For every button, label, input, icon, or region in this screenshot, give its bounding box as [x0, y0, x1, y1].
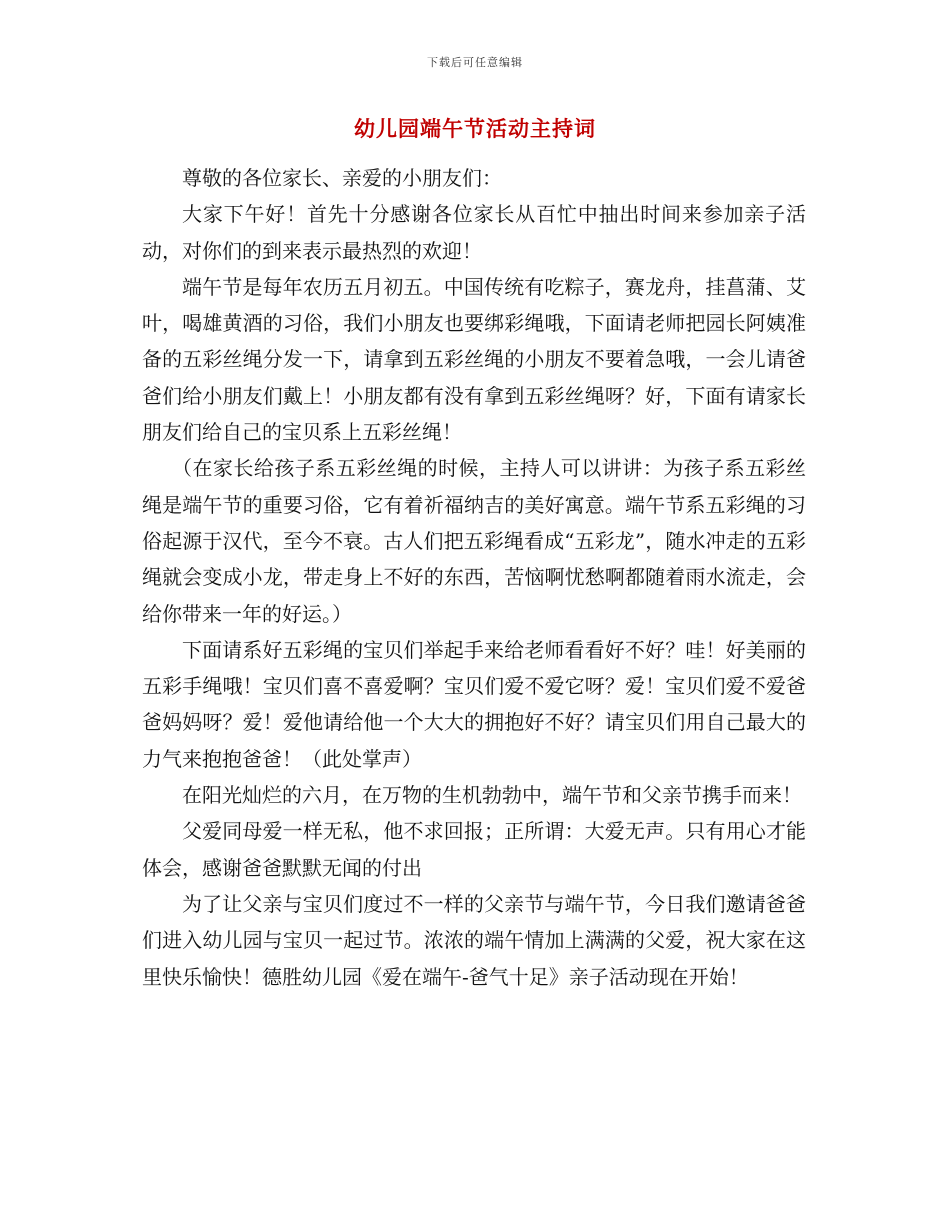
paragraph-fathers-love: 父爱同母爱一样无私，他不求回报；正所谓：大爱无声。只有用心才能体会，感谢爸爸默默无闻的付出 [142, 819, 806, 880]
paragraph-welcome: 大家下午好！首先十分感谢各位家长从百忙中抽出时间来参加亲子活动，对你们的到来表示最热烈的欢迎！ [142, 202, 806, 263]
paragraph-june: 在阳光灿烂的六月，在万物的生机勃勃中，端午节和父亲节携手而来！ [182, 783, 802, 808]
document-body [142, 160, 806, 995]
paragraph-opening: 为了让父亲与宝贝们度过不一样的父亲节与端午节，今日我们邀请爸爸们进入幼儿园与宝贝一起过节。浓浓的端午情加上满满的父爱，祝大家在这里快乐愉快！德胜幼儿园《爱在端午-爸气十足》亲子活动现在开始！ [142, 891, 806, 989]
page-title: 幼儿园端午节活动主持词 [354, 116, 596, 141]
paragraph-dragon-boat-customs: 端午节是每年农历五月初五。中国传统有吃粽子，赛龙舟，挂菖蒲、艾叶，喝雄黄酒的习俗，我们小朋友也要绑彩绳哦，下面请老师把园长阿姨准备的五彩丝绳分发一下，请拿到五彩丝绳的小朋友不要着急哦，一会儿请爸爸们给小朋友们戴上！小朋友都有没有拿到五彩丝绳呀？好，下面有请家长朋友们给自己的宝贝系上五彩丝绳！ [142, 274, 806, 445]
paragraph-show-bracelets: 下面请系好五彩绳的宝贝们举起手来给老师看看好不好？哇！好美丽的五彩手绳哦！宝贝们喜不喜爱啊？宝贝们爱不爱它呀？爱！宝贝们爱不爱爸爸妈妈呀？爱！爱他请给他一个大大的拥抱好不好？请宝贝们用自己最大的力气来抱抱爸爸！（此处掌声） [142, 637, 806, 771]
paragraph-greeting: 尊敬的各位家长、亲爱的小朋友们： [182, 166, 502, 190]
header-note: 下载后可任意编辑 [427, 56, 523, 69]
paragraph-host-note: （在家长给孩子系五彩丝绳的时候，主持人可以讲讲：为孩子系五彩丝绳是端午节的重要习俗，它有着祈福纳吉的美好寓意。端午节系五彩绳的习俗起源于汉代，至今不衰。古人们把五彩绳看成“五彩龙”，随水冲走的五彩绳就会变成小龙，带走身上不好的东西，苦恼啊忧愁啊都随着雨水流走，会给你带来一年的好运。） [142, 456, 806, 626]
